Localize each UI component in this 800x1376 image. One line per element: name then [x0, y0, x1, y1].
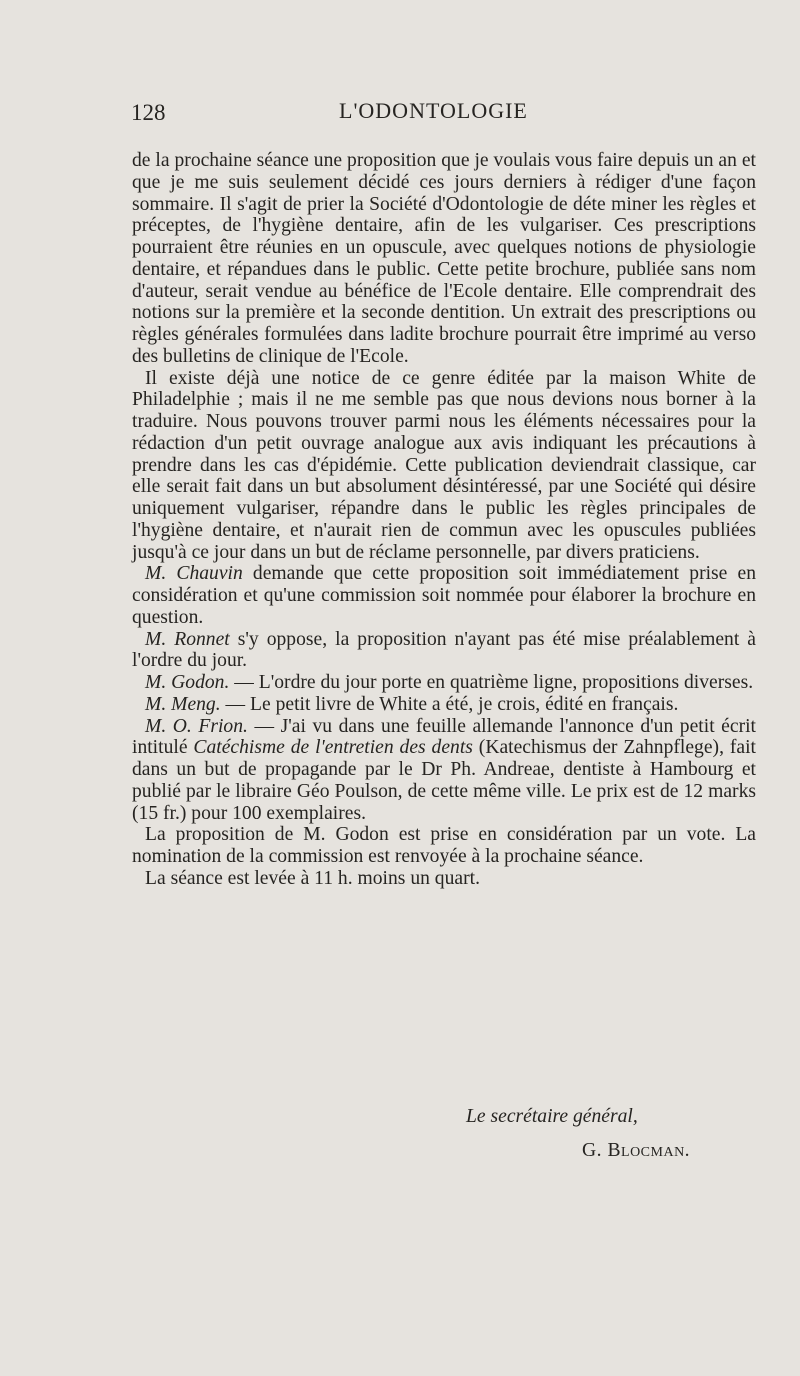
paragraph-6-text: — Le petit livre de White a été, je crois, édité en français.	[220, 693, 679, 715]
paragraph-2: Il existe déjà une notice de ce genre éditée par la maison White de Philadelphie ; mais il ne me semble pas que nous devions nous borner à la traduire. Nous pouvons trouver parmi nous les éléments nécessaires pour la rédaction d'un petit ouvrage analogue aux avis indiquant les précautions à prendre dans les cas d'épidémie. Cette publication deviendrait classique, car elle serait fait dans un but absolument désintéressé, par une Société qui désire uniquement vulgariser, répandre dans le public les règles principales de l'hygiène dentaire, et n'aurait rien de commun avec les opuscules publiées jusqu'à ce jour dans un but de réclame personnelle, par divers praticiens.	[132, 367, 756, 563]
book-title: Catéchisme de l'entretien des dents	[193, 737, 473, 759]
paragraph-3	[132, 563, 756, 628]
paragraph-6	[132, 694, 756, 716]
paragraph-7-text-b: (Katechismus der Zahnpflege), fait dans un but de propagande par le Dr Ph. Andreae, dentiste à Hambourg et publié par le libraire Géo Poulson, de cette même ville. Le prix est de 12 marks (15 fr.) pour 100 exemplaires.	[132, 737, 756, 824]
paragraph-7	[132, 716, 756, 825]
speaker-name: M. Chauvin	[145, 563, 243, 585]
paragraph-1: de la prochaine séance une proposition que je voulais vous faire depuis un an et que je me suis seulement décidé ces jours derniers à rédiger d'une façon sommaire. Il s'agit de prier la Société d'Odontologie de déte miner les règles et préceptes, de l'hygiène dentaire, afin de les vulgariser. Ces prescriptions pourraient être réunies en un opuscule, avec quelques notions de physiologie dentaire, et répandues dans le public. Cette petite brochure, publiée sans nom d'auteur, serait vendue au bénéfice de l'Ecole dentaire. Elle comprendrait des notions sur la première et la seconde dentition. Un extrait des prescriptions ou règles générales formulées dans ladite brochure pourrait être imprimé au verso des bulletins de clinique de l'Ecole.	[132, 150, 756, 367]
paragraph-5	[132, 672, 756, 694]
speaker-name: M. Godon.	[145, 672, 230, 693]
speaker-name: M. Ronnet	[145, 628, 230, 650]
speaker-name: M. O. Frion.	[145, 715, 248, 737]
paragraph-4	[132, 629, 756, 673]
paragraph-5-text: — L'ordre du jour porte en quatrième ligne, propositions diverses.	[229, 672, 754, 693]
signature-title: Le secrétaire général,	[466, 1106, 638, 1127]
speaker-name: M. Meng.	[145, 693, 221, 715]
signature-name: G. Blocman.	[582, 1140, 691, 1161]
paragraph-3-text: demande que cette proposition soit immédiatement prise en considération et qu'une commission soit nommée pour élaborer la brochure en question.	[132, 563, 757, 628]
paragraph-4-text: s'y oppose, la proposition n'ayant pas été mise préalablement à l'ordre du jour.	[132, 628, 756, 672]
paragraph-8: La proposition de M. Godon est prise en considération par un vote. La nomination de la commission est renvoyée à la prochaine séance.	[132, 824, 756, 867]
page-header	[131, 96, 762, 126]
page-number: 128	[131, 100, 166, 125]
paragraph-7-text-a: — J'ai vu dans une feuille allemande l'annonce d'un petit écrit intitulé	[132, 715, 756, 759]
body-text	[132, 150, 756, 890]
paragraph-9: La séance est levée à 11 h. moins un quart.	[145, 867, 480, 889]
running-title: L'ODONTOLOGIE	[339, 98, 528, 123]
